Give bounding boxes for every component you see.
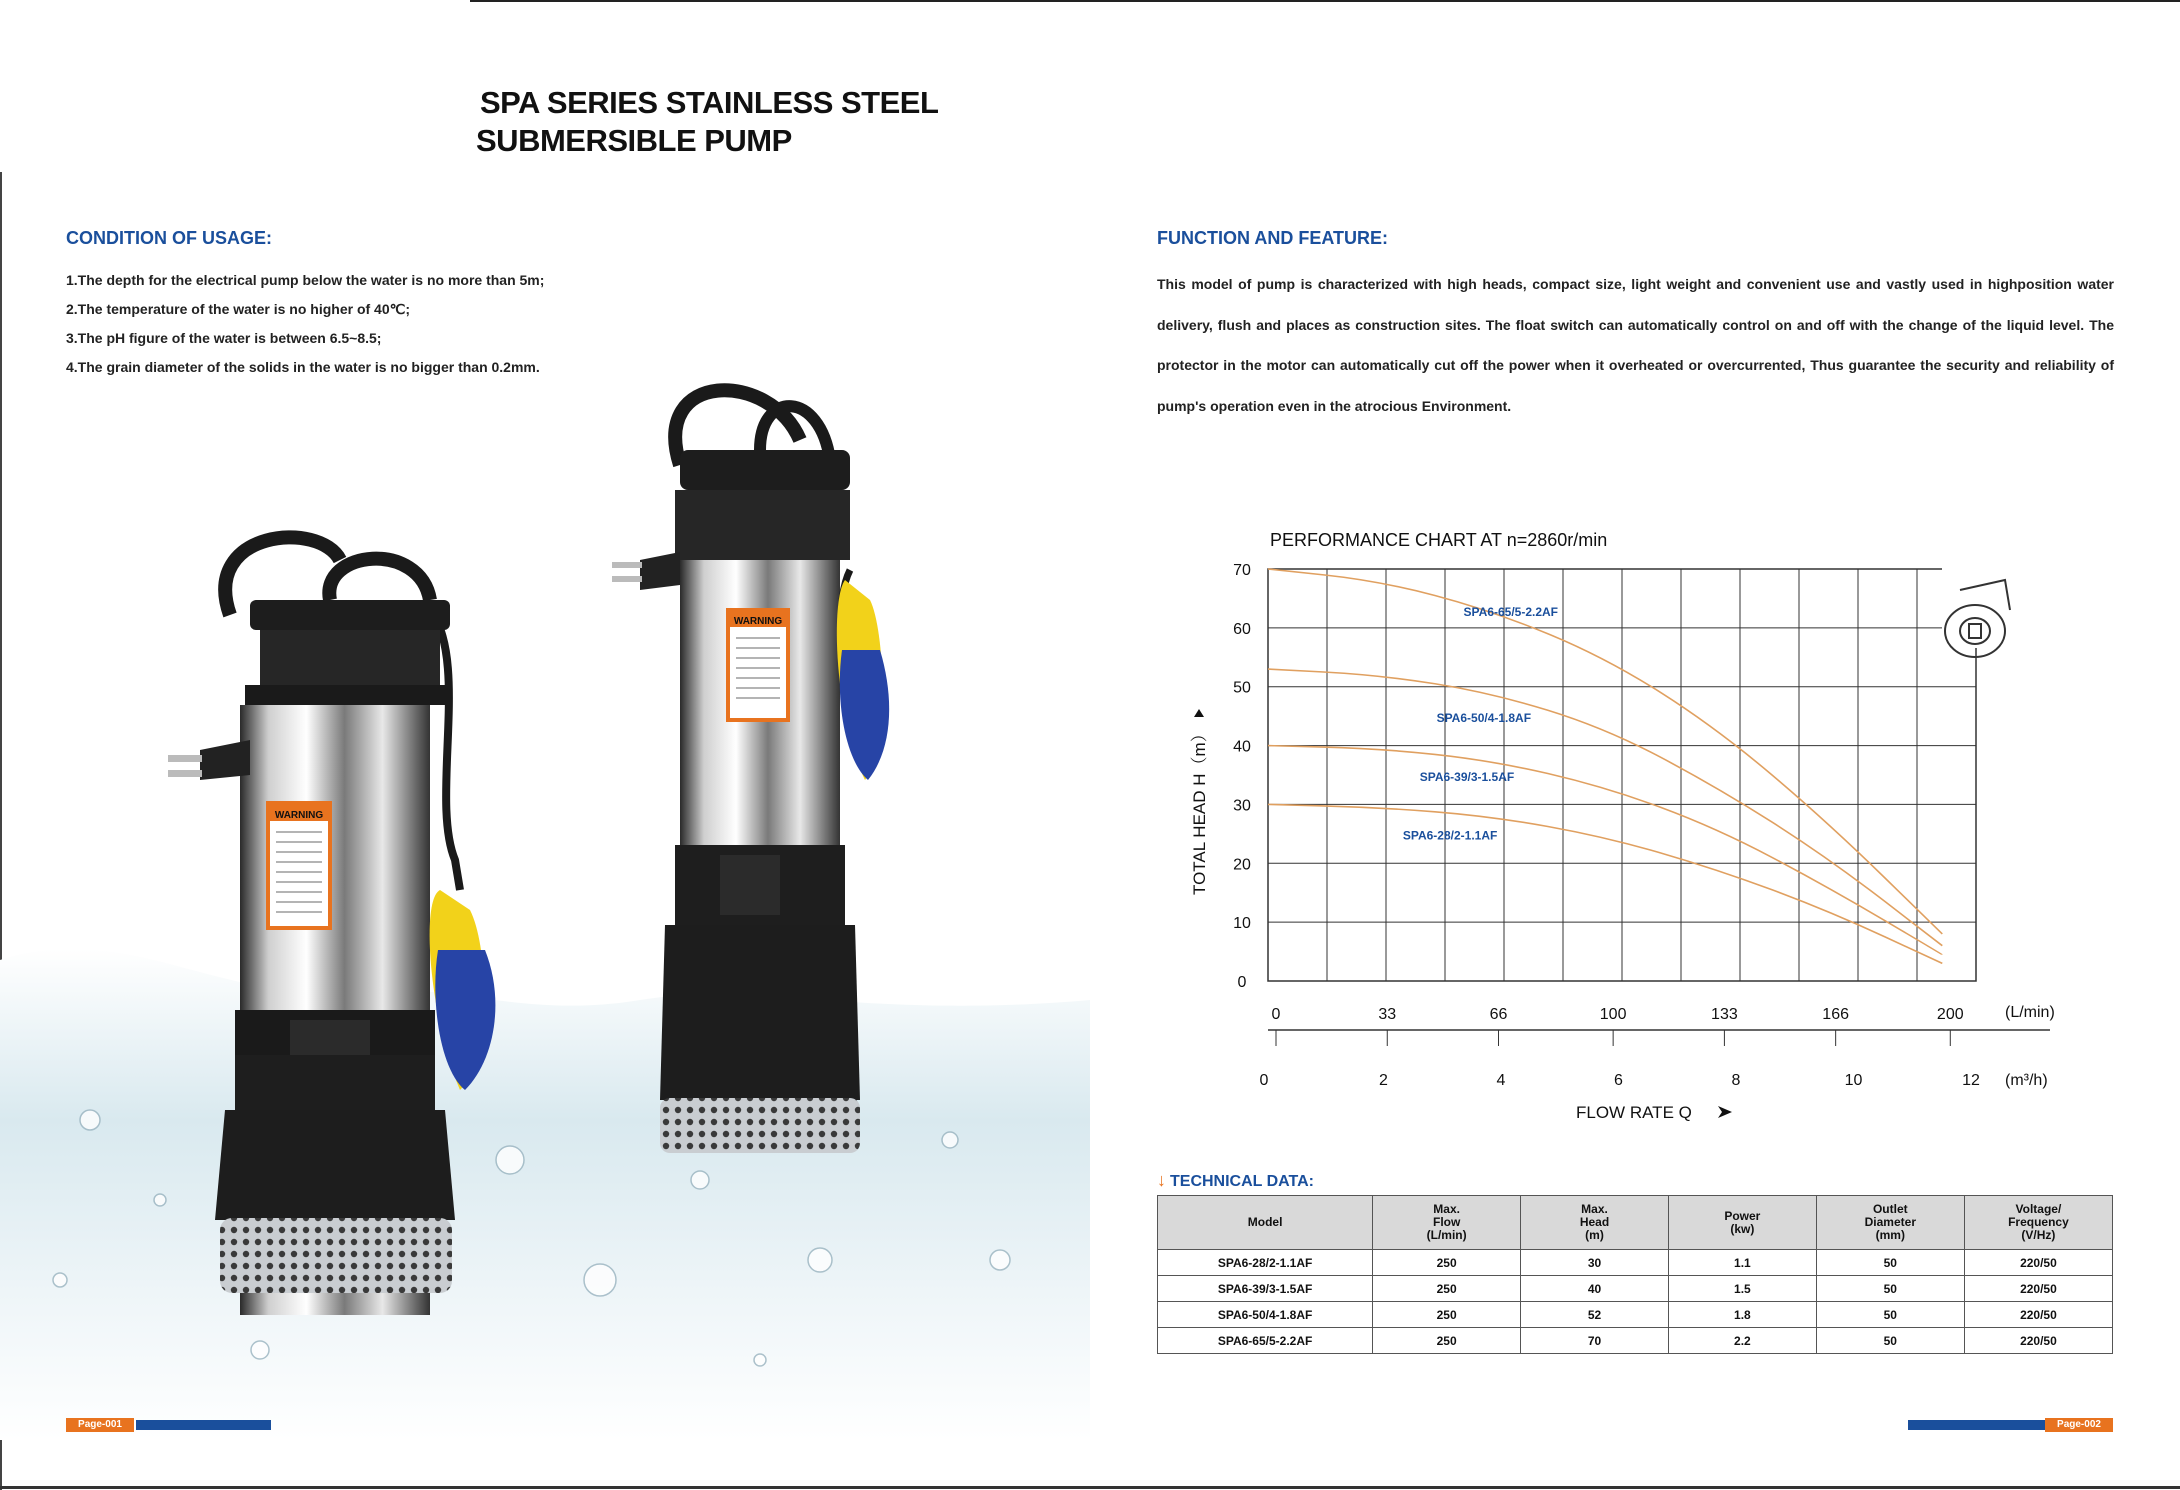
y-axis-arrow-icon xyxy=(1194,709,1204,717)
pump-left xyxy=(168,537,495,1320)
x-tick-label-m3h: 0 xyxy=(1259,1072,1269,1089)
y-tick-label: 20 xyxy=(1233,856,1251,874)
bottom-border xyxy=(0,1486,2180,1489)
table-cell: 250 xyxy=(1373,1250,1521,1276)
table-cell: 50 xyxy=(1816,1250,1964,1276)
x-axis-ticks-lmin xyxy=(1272,1006,1964,1046)
series-label: SPA6-28/2-1.1AF xyxy=(1402,828,1498,843)
series-curve xyxy=(1268,569,1942,934)
x-tick-label-m3h: 4 xyxy=(1496,1072,1506,1089)
table-cell: 30 xyxy=(1521,1250,1669,1276)
technical-data-table xyxy=(1157,1195,2113,1354)
header-model xyxy=(1158,1196,1373,1250)
footer-right xyxy=(1903,1418,2113,1432)
header-text: Flow xyxy=(1432,1215,1461,1229)
product-photo xyxy=(0,300,1090,1440)
x-tick-label-lmin: 133 xyxy=(1711,1006,1738,1023)
header-flow xyxy=(1373,1196,1521,1250)
warning-label-right: WARNING xyxy=(733,616,783,627)
table-cell: 250 xyxy=(1373,1328,1521,1354)
header-text: Head xyxy=(1579,1215,1610,1229)
x-tick-label-m3h: 6 xyxy=(1614,1072,1623,1089)
header-text: Max. xyxy=(1581,1202,1608,1216)
x-tick-label-m3h: 8 xyxy=(1731,1072,1741,1089)
warning-label-left: WARNING xyxy=(274,810,324,821)
table-cell: 1.8 xyxy=(1668,1302,1816,1328)
x-unit-lmin: (L/min) xyxy=(2005,1004,2055,1021)
chart-title: PERFORMANCE CHART AT n=2860r/min xyxy=(1270,530,1608,550)
table-cell: 1.1 xyxy=(1668,1250,1816,1276)
x-tick-label-lmin: 66 xyxy=(1489,1006,1508,1023)
series-label: SPA6-39/3-1.5AF xyxy=(1419,769,1515,784)
table-row xyxy=(1158,1276,2113,1302)
table-cell: 220/50 xyxy=(1964,1276,2112,1302)
table-cell: 50 xyxy=(1816,1328,1964,1354)
header-text: Voltage/ xyxy=(2015,1202,2062,1216)
footer-bar-right xyxy=(1908,1420,2045,1430)
table-cell: SPA6-50/4-1.8AF xyxy=(1158,1302,1373,1328)
header-text: Diameter xyxy=(1864,1215,1916,1229)
table-header-row xyxy=(1158,1196,2113,1250)
x-tick-label-m3h: 10 xyxy=(1844,1072,1863,1089)
series-label: SPA6-65/5-2.2AF xyxy=(1463,605,1559,620)
y-axis-label: TOTAL HEAD H（m） xyxy=(1190,725,1209,895)
chart-grid xyxy=(1268,569,1976,981)
header-text: (V/Hz) xyxy=(2021,1228,2056,1242)
performance-chart xyxy=(1180,520,2080,1140)
header-outlet xyxy=(1816,1196,1964,1250)
condition-item: 1.The depth for the electrical pump below the water is no more than 5m; xyxy=(66,272,545,288)
x-axis-ticks-m3h xyxy=(1260,1072,1980,1089)
table-cell: SPA6-65/5-2.2AF xyxy=(1158,1328,1373,1354)
function-text: This model of pump is characterized with high heads, compact size, light weight and convenient use and vastly used in highposition water delivery, flush and places as construction sites. The float switch can automatically control on and off with the change of the liquid level. The protector in the motor can automatically cut off the power when it overheated or overcurrented, Thus guarantee the security and reliability of pump's operation even in the atrocious Environment. xyxy=(1157,276,2114,414)
table-cell: SPA6-39/3-1.5AF xyxy=(1158,1276,1373,1302)
header-text: (L/min) xyxy=(1426,1228,1467,1242)
table-cell: 40 xyxy=(1521,1276,1669,1302)
table-cell: SPA6-28/2-1.1AF xyxy=(1158,1250,1373,1276)
table-cell: 250 xyxy=(1373,1276,1521,1302)
header-text: (mm) xyxy=(1875,1228,1905,1242)
technical-data-heading xyxy=(1157,1170,1314,1191)
table-cell: 220/50 xyxy=(1964,1302,2112,1328)
series-labels xyxy=(1403,605,1558,843)
condition-item: 3.The pH figure of the water is between 6.5~8.5; xyxy=(66,330,382,346)
x-tick-label-lmin: 0 xyxy=(1271,1006,1281,1023)
header-text: Outlet xyxy=(1872,1202,1908,1216)
table-cell: 1.5 xyxy=(1668,1276,1816,1302)
header-text: (m) xyxy=(1585,1228,1604,1242)
x-tick-label-lmin: 200 xyxy=(1936,1006,1964,1023)
page-number-right: Page-002 xyxy=(2045,1418,2113,1432)
x-axis-arrow-icon xyxy=(1718,1106,1732,1118)
page-title xyxy=(476,84,939,160)
y-tick-label: 70 xyxy=(1233,562,1251,579)
page-number-left: Page-001 xyxy=(66,1418,134,1432)
function-heading: FUNCTION AND FEATURE: xyxy=(1157,228,1388,248)
header-text: (kw) xyxy=(1730,1221,1755,1236)
y-tick-label: 60 xyxy=(1233,620,1251,638)
header-voltage xyxy=(1964,1196,2112,1250)
table-cell: 50 xyxy=(1816,1302,1964,1328)
series-label: SPA6-50/4-1.8AF xyxy=(1436,711,1532,726)
x-tick-label-lmin: 100 xyxy=(1599,1006,1627,1023)
series-curve xyxy=(1268,746,1942,955)
footer-bar-left xyxy=(136,1420,271,1430)
x-tick-label-m3h: 12 xyxy=(1962,1072,1980,1089)
header-text: Max. xyxy=(1433,1202,1460,1216)
table-cell: 70 xyxy=(1521,1328,1669,1354)
y-tick-label: 50 xyxy=(1233,679,1251,697)
table-cell: 52 xyxy=(1521,1302,1669,1328)
footer-left xyxy=(66,1418,276,1432)
down-arrow-icon: ↓ xyxy=(1157,1170,1166,1190)
title-line-2: SUBMERSIBLE PUMP xyxy=(476,123,792,158)
impeller-icon xyxy=(1942,554,2032,657)
header-text: Power xyxy=(1724,1208,1761,1223)
table-row xyxy=(1158,1328,2113,1354)
table-cell: 220/50 xyxy=(1964,1250,2112,1276)
header-power xyxy=(1668,1196,1816,1250)
x-tick-label-m3h: 2 xyxy=(1379,1072,1388,1089)
table-row xyxy=(1158,1250,2113,1276)
y-tick-label: 10 xyxy=(1233,915,1251,933)
condition-item: 4.The grain diameter of the solids in the water is no bigger than 0.2mm. xyxy=(66,359,540,375)
header-head xyxy=(1521,1196,1669,1250)
condition-item: 2.The temperature of the water is no higher of 40℃; xyxy=(66,301,411,317)
y-axis-ticks xyxy=(1233,562,1251,991)
y-tick-label: 0 xyxy=(1237,974,1247,991)
header-text: Model xyxy=(1247,1215,1283,1229)
table-cell: 250 xyxy=(1373,1302,1521,1328)
x-unit-m3h: (m³/h) xyxy=(2005,1072,2048,1089)
header-text: Frequency xyxy=(2008,1215,2069,1229)
top-border xyxy=(470,0,2180,2)
table-row xyxy=(1158,1302,2113,1328)
condition-heading: CONDITION OF USAGE: xyxy=(66,228,272,248)
x-tick-label-lmin: 33 xyxy=(1378,1006,1397,1023)
title-line-1: SPA SERIES STAINLESS STEEL xyxy=(480,85,939,120)
series-curve xyxy=(1268,804,1942,963)
table-cell: 220/50 xyxy=(1964,1328,2112,1354)
y-tick-label: 40 xyxy=(1233,738,1251,756)
table-cell: 50 xyxy=(1816,1276,1964,1302)
technical-data-title: TECHNICAL DATA: xyxy=(1170,1173,1314,1190)
y-tick-label: 30 xyxy=(1233,797,1251,815)
table-cell: 2.2 xyxy=(1668,1328,1816,1354)
x-axis-label: FLOW RATE Q xyxy=(1576,1103,1692,1122)
x-tick-label-lmin: 166 xyxy=(1822,1006,1850,1023)
